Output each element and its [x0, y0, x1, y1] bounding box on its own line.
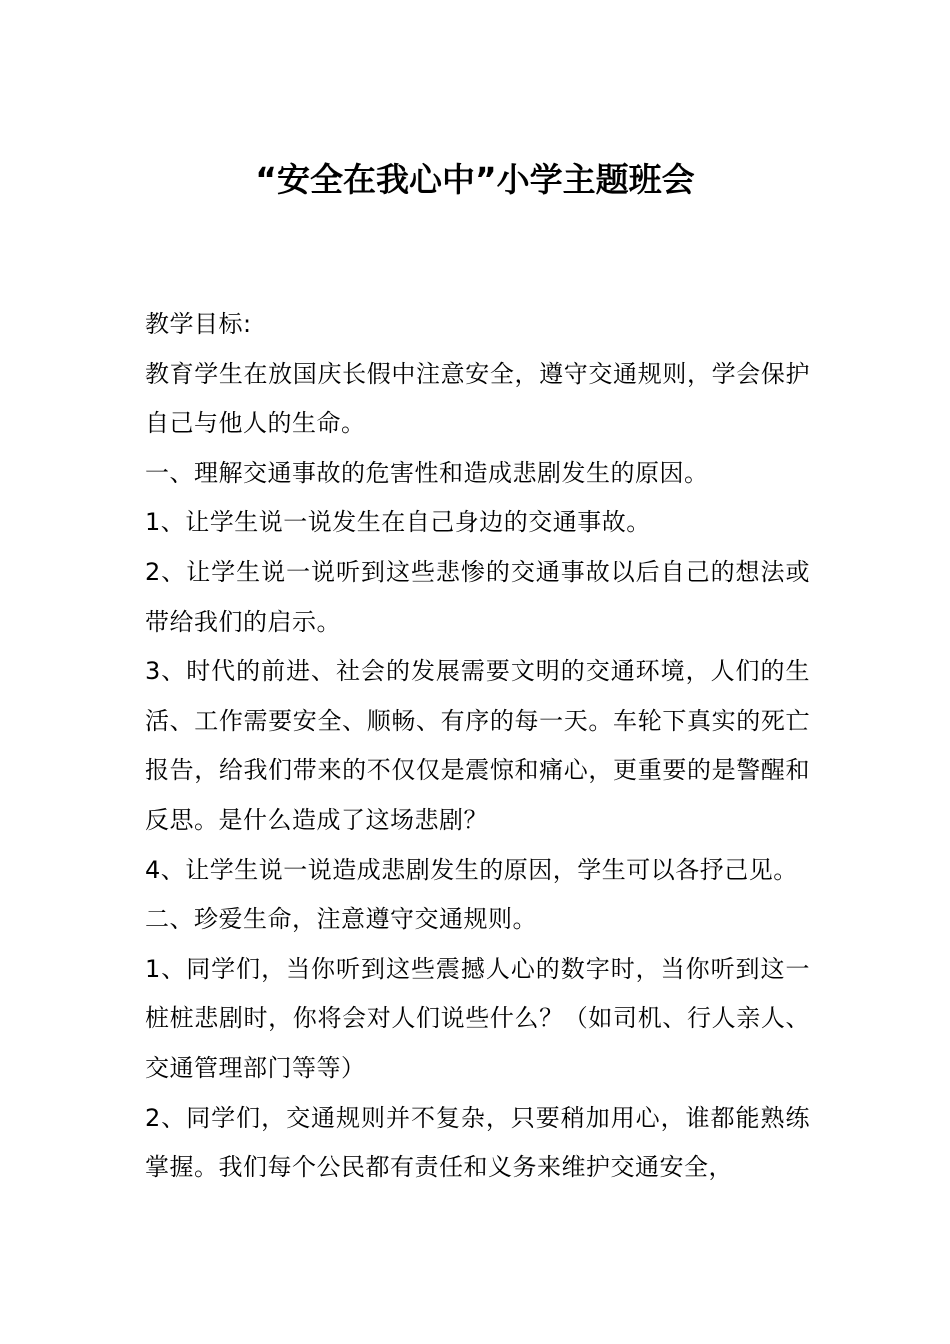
paragraph-item: 3、时代的前进、社会的发展需要文明的交通环境，人们的生活、工作需要安全、顺畅、有序的每一天。车轮下真实的死亡报告，给我们带来的不仅仅是震惊和痛心，更重要的是警醒和反思。是什么造成了这场悲剧？ — [145, 657, 810, 834]
paragraph-objectives-heading: 教学目标: — [145, 310, 252, 338]
paragraph-section-one-heading: 一、理解交通事故的危害性和造成悲剧发生的原因。 — [145, 458, 709, 487]
paragraph-item: 4、让学生说一说造成悲剧发生的原因，学生可以各抒己见。 — [145, 855, 798, 884]
document-title: “安全在我心中”小学主题班会 — [255, 160, 695, 199]
paragraph-item: 1、让学生说一说发生在自己身边的交通事故。 — [145, 508, 651, 537]
document-body — [145, 300, 810, 1193]
paragraph-item: 2、同学们，交通规则并不复杂，只要稍加用心，谁都能熟练掌握。我们每个公民都有责任和义务来维护交通安全， — [145, 1103, 810, 1182]
paragraph-objectives: 教育学生在放国庆长假中注意安全，遵守交通规则，学会保护自己与他人的生命。 — [145, 359, 810, 438]
paragraph-item: 2、让学生说一说听到这些悲惨的交通事故以后自己的想法或带给我们的启示。 — [145, 557, 810, 636]
paragraph-item: 1、同学们，当你听到这些震撼人心的数字时，当你听到这一桩桩悲剧时，你将会对人们说些什么？（如司机、行人亲人、交通管理部门等等） — [145, 954, 810, 1082]
paragraph-section-two-heading: 二、珍爱生命，注意遵守交通规则。 — [145, 905, 537, 934]
